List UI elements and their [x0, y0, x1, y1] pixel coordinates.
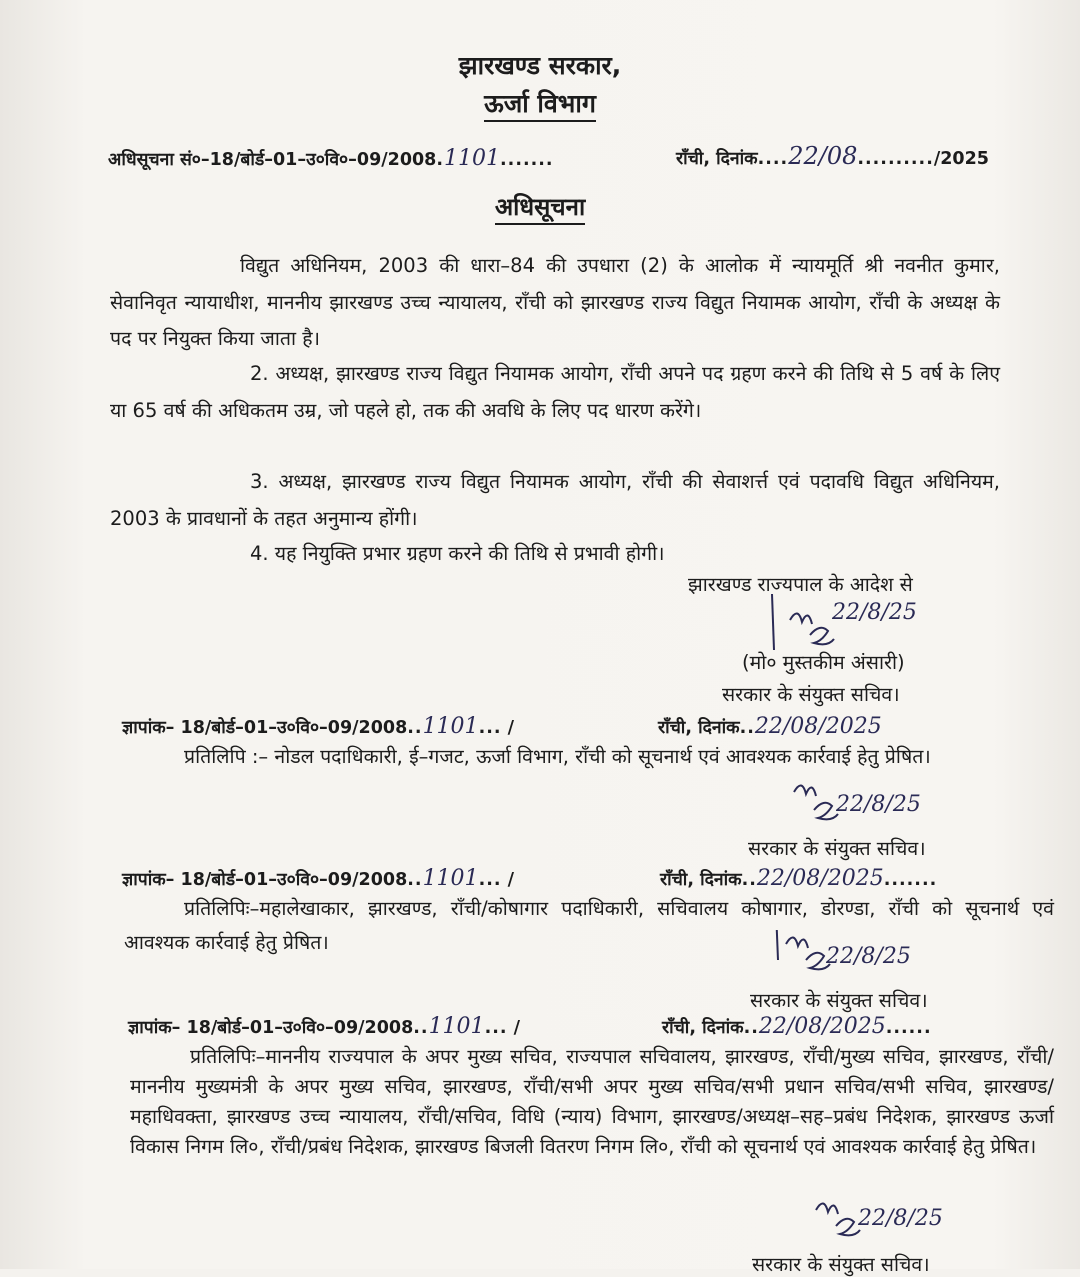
memo-2-date: राँची, दिनांक..22/08/2025.......	[660, 866, 938, 891]
memo-3-date: राँची, दिनांक..22/08/2025......	[662, 1014, 932, 1039]
signature-date-4: 22/8/25	[858, 1206, 943, 1231]
memo-2-number: ज्ञापांक– 18/बोर्ड–01–उ०वि०–09/2008..1101... /	[122, 866, 514, 891]
memo-2-copy: प्रतिलिपिः–महालेखाकार, झारखण्ड, राँची/कोषागार पदाधिकारी, सचिवालय कोषागार, डोरण्डा, राँची को सूचनार्थ एवं आवश्यक कार्रवाई हेतु प्रेषित।	[124, 897, 1054, 954]
signature-date-3: 22/8/25	[826, 944, 911, 969]
notification-date: राँची, दिनांक....22/08........../2025	[676, 142, 989, 170]
by-order-text: झारखण्ड राज्यपाल के आदेश से	[688, 573, 913, 596]
memo-3-signatory-title: सरकार के संयुक्त सचिव।	[752, 1253, 930, 1276]
paragraph-3: 3. अध्यक्ष, झारखण्ड राज्य विद्युत नियामक आयोग, राँची की सेवाशर्त्त एवं पदावधि विद्युत अधिनियम, 2003 के प्रावधानों के तहत अनुमान्य होंगी।	[110, 470, 1000, 530]
handwritten-date: 22/08	[788, 142, 858, 170]
memo-1-copy: प्रतिलिपि :– नोडल पदाधिकारी, ई–गजट, ऊर्जा विभाग, राँची को सूचनार्थ एवं आवश्यक कार्रवाई हेतु प्रेषित।	[184, 745, 931, 768]
signatory-title: सरकार के संयुक्त सचिव।	[722, 683, 900, 706]
memo-2-signatory-title: सरकार के संयुक्त सचिव।	[750, 989, 928, 1012]
paragraph-1: विद्युत अधिनियम, 2003 की धारा–84 की उपधारा (2) के आलोक में न्यायमूर्ति श्री नवनीत कुमार, सेवानिवृत न्यायाधीश, माननीय झारखण्ड उच्च न्यायालय, राँची को झारखण्ड राज्य विद्युत नियामक आयोग, राँची के अध्यक्ष के पद पर नियुक्त किया जाता है।	[110, 254, 1000, 350]
signature-date-1: 22/8/25	[832, 600, 917, 625]
notification-number: अधिसूचना सं०–18/बोर्ड–01–उ०वि०–09/2008.1101.......	[108, 146, 554, 171]
government-title: झारखण्ड सरकार,	[458, 51, 622, 80]
handwritten-number: 1101	[444, 146, 501, 171]
paragraph-4: 4. यह नियुक्ति प्रभार ग्रहण करने की तिथि से प्रभावी होगी।	[250, 542, 665, 565]
memo-1-date: राँची, दिनांक..22/08/2025	[658, 714, 882, 739]
signatory-name: (मो० मुस्तकीम अंसारी)	[742, 651, 905, 674]
memo-3-number: ज्ञापांक– 18/बोर्ड–01–उ०वि०–09/2008..1101... /	[128, 1014, 520, 1039]
department-title: ऊर्जा विभाग	[0, 86, 1080, 120]
paragraph-2: 2. अध्यक्ष, झारखण्ड राज्य विद्युत नियामक आयोग, राँची अपने पद ग्रहण करने की तिथि से 5 वर्ष के लिए या 65 वर्ष की अधिकतम उम्र, जो पहले हो, तक की अवधि के लिए पद धारण करेंगे।	[110, 362, 1000, 422]
memo-3-copy: प्रतिलिपिः–माननीय राज्यपाल के अपर मुख्य सचिव, राज्यपाल सचिवालय, झारखण्ड, राँची/मुख्य सचिव, झारखण्ड, राँची/माननीय मुख्यमंत्री के अपर मुख्य सचिव, झारखण्ड, राँची/सभी अपर मुख्य सचिव/सभी प्रधान सचिव/सभी सचिव, झारखण्ड/महाधिवक्ता, झारखण्ड उच्च न्यायालय, राँची/सचिव, विधि (न्याय) विभाग, झारखण्ड/अध्यक्ष–सह–प्रबंध निदेशक, झारखण्ड ऊर्जा विकास निगम लि०, राँची/प्रबंध निदेशक, झारखण्ड बिजली वितरण निगम लि०, राँची को सूचनार्थ एवं आवश्यक कार्रवाई हेतु प्रेषित।	[130, 1045, 1054, 1158]
memo-1-signatory-title: सरकार के संयुक्त सचिव।	[748, 837, 926, 860]
page-title: अधिसूचना	[0, 190, 1080, 223]
memo-1-number: ज्ञापांक– 18/बोर्ड–01–उ०वि०–09/2008..1101... /	[122, 714, 514, 739]
signature-date-2: 22/8/25	[836, 792, 921, 817]
